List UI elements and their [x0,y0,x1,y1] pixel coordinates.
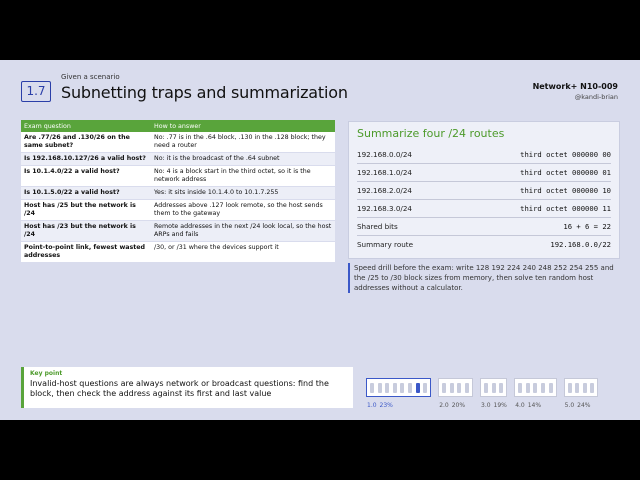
question-cell: Is 192.168.10.127/26 a valid host? [21,153,151,166]
key-point-label: Key point [30,370,63,377]
shared-bits-row [357,218,611,236]
progress-cell [484,383,488,393]
key-point-text: Invalid-host questions are always network or broadcast questions: find the block, then check the address against its first and last value [30,379,329,398]
table-row [21,221,335,242]
summary-row-value: third octet 000000 11 [520,204,611,213]
progress-group-label [367,402,393,409]
progress-cell [393,383,397,393]
progress-group-percent: 23% [379,402,393,409]
progress-cell [526,383,530,393]
progress-group-label [515,402,541,409]
question-cell: Is 10.1.4.0/22 a valid host? [21,166,151,187]
table-header-row [21,120,335,132]
summary-row-label: Shared bits [357,222,398,231]
key-point-callout [21,367,353,408]
qa-table [21,120,335,263]
kicker-text: Given a scenario [61,73,120,81]
progress-cell [533,383,537,393]
progress-cell [568,383,572,393]
answer-cell: /30, or /31 where the devices support it [151,242,335,263]
summarize-card [348,121,620,259]
question-cell: Are .77/26 and .130/26 on the same subnet? [21,132,151,153]
header-exam-question: Exam question [21,120,151,132]
answer-cell: No: it is the broadcast of the .64 subnet [151,153,335,166]
progress-group-3.0 [480,378,507,397]
progress-cell [465,383,469,393]
summary-row-label: 192.168.3.0/24 [357,204,413,213]
progress-cell [492,383,496,393]
progress-cell [575,383,579,393]
progress-group-label [439,402,465,409]
section-number-badge: 1.7 [21,81,51,102]
progress-cell [549,383,553,393]
question-cell: Point-to-point link, fewest wasted addresses [21,242,151,263]
progress-group-1.0 [366,378,431,397]
summary-row-label: 192.168.2.0/24 [357,186,413,195]
progress-cell [457,383,461,393]
table-row [21,132,335,153]
progress-group-number: 4.0 [515,402,525,409]
summary-row-label: Summary route [357,240,414,249]
summary-row [357,200,611,218]
progress-group-label [481,402,507,409]
progress-cell [583,383,587,393]
table-row [21,153,335,166]
progress-group-5.0 [564,378,599,397]
summary-row [357,164,611,182]
progress-cell [518,383,522,393]
answer-cell: Yes: it sits inside 10.1.4.0 to 10.1.7.255 [151,187,335,200]
table-row [21,242,335,263]
page-title: Subnetting traps and summarization [61,83,348,102]
domain-progress-tracker [366,378,618,412]
progress-group-4.0 [514,378,556,397]
answer-cell: No: .77 is in the .64 block, .130 in the .128 block; they need a router [151,132,335,153]
summary-row-value: third octet 000000 10 [520,186,611,195]
summary-row-value: 16 + 6 = 22 [563,222,611,231]
progress-cell [385,383,389,393]
table-row [21,187,335,200]
summarize-title: Summarize four /24 routes [357,127,505,140]
question-cell: Is 10.1.5.0/22 a valid host? [21,187,151,200]
progress-group-percent: 20% [451,402,466,409]
table-row [21,166,335,187]
summary-row-label: 192.168.1.0/24 [357,168,413,177]
speed-drill-note: Speed drill before the exam: write 128 192 224 240 248 252 254 255 and the /25 to /30 block sizes from memory, then solve ten random host addresses without a calculator. [348,263,624,293]
exam-name: Network+ N10-009 [532,82,618,91]
progress-cell [378,383,382,393]
answer-cell: Remote addresses in the next /24 look local, so the host ARPs and fails [151,221,335,242]
progress-group-2.0 [438,378,473,397]
progress-group-label [565,402,591,409]
progress-cell [400,383,404,393]
progress-cell [590,383,594,393]
summary-row-value: third octet 000000 01 [520,168,611,177]
progress-group-number: 1.0 [367,402,377,409]
progress-group-number: 3.0 [481,402,491,409]
progress-cell [541,383,545,393]
summary-row [357,182,611,200]
table-row [21,200,335,221]
progress-cell [423,383,427,393]
summary-route-row [357,236,611,253]
header-how-to-answer: How to answer [151,120,335,132]
answer-cell: Addresses above .127 look remote, so the host sends them to the gateway [151,200,335,221]
progress-group-percent: 14% [527,402,542,409]
summary-row-value: third octet 000000 00 [520,150,611,159]
summary-row [357,146,611,164]
progress-group-percent: 19% [493,402,507,409]
slide [0,60,640,420]
progress-cell [370,383,374,393]
answer-cell: No: 4 is a block start in the third octet, so it is the network address [151,166,335,187]
progress-cell [499,383,503,393]
progress-cell [450,383,454,393]
summary-row-value: 192.168.0.0/22 [550,240,611,249]
progress-group-number: 2.0 [439,402,449,409]
question-cell: Host has /25 but the network is /24 [21,200,151,221]
progress-group-percent: 24% [577,402,591,409]
author-handle: @kandi-brian [574,93,618,101]
question-cell: Host has /23 but the network is /24 [21,221,151,242]
progress-cell-current [416,383,420,393]
progress-cell [442,383,446,393]
progress-group-number: 5.0 [564,402,575,409]
summary-row-label: 192.168.0.0/24 [357,150,413,159]
progress-cell [408,383,412,393]
